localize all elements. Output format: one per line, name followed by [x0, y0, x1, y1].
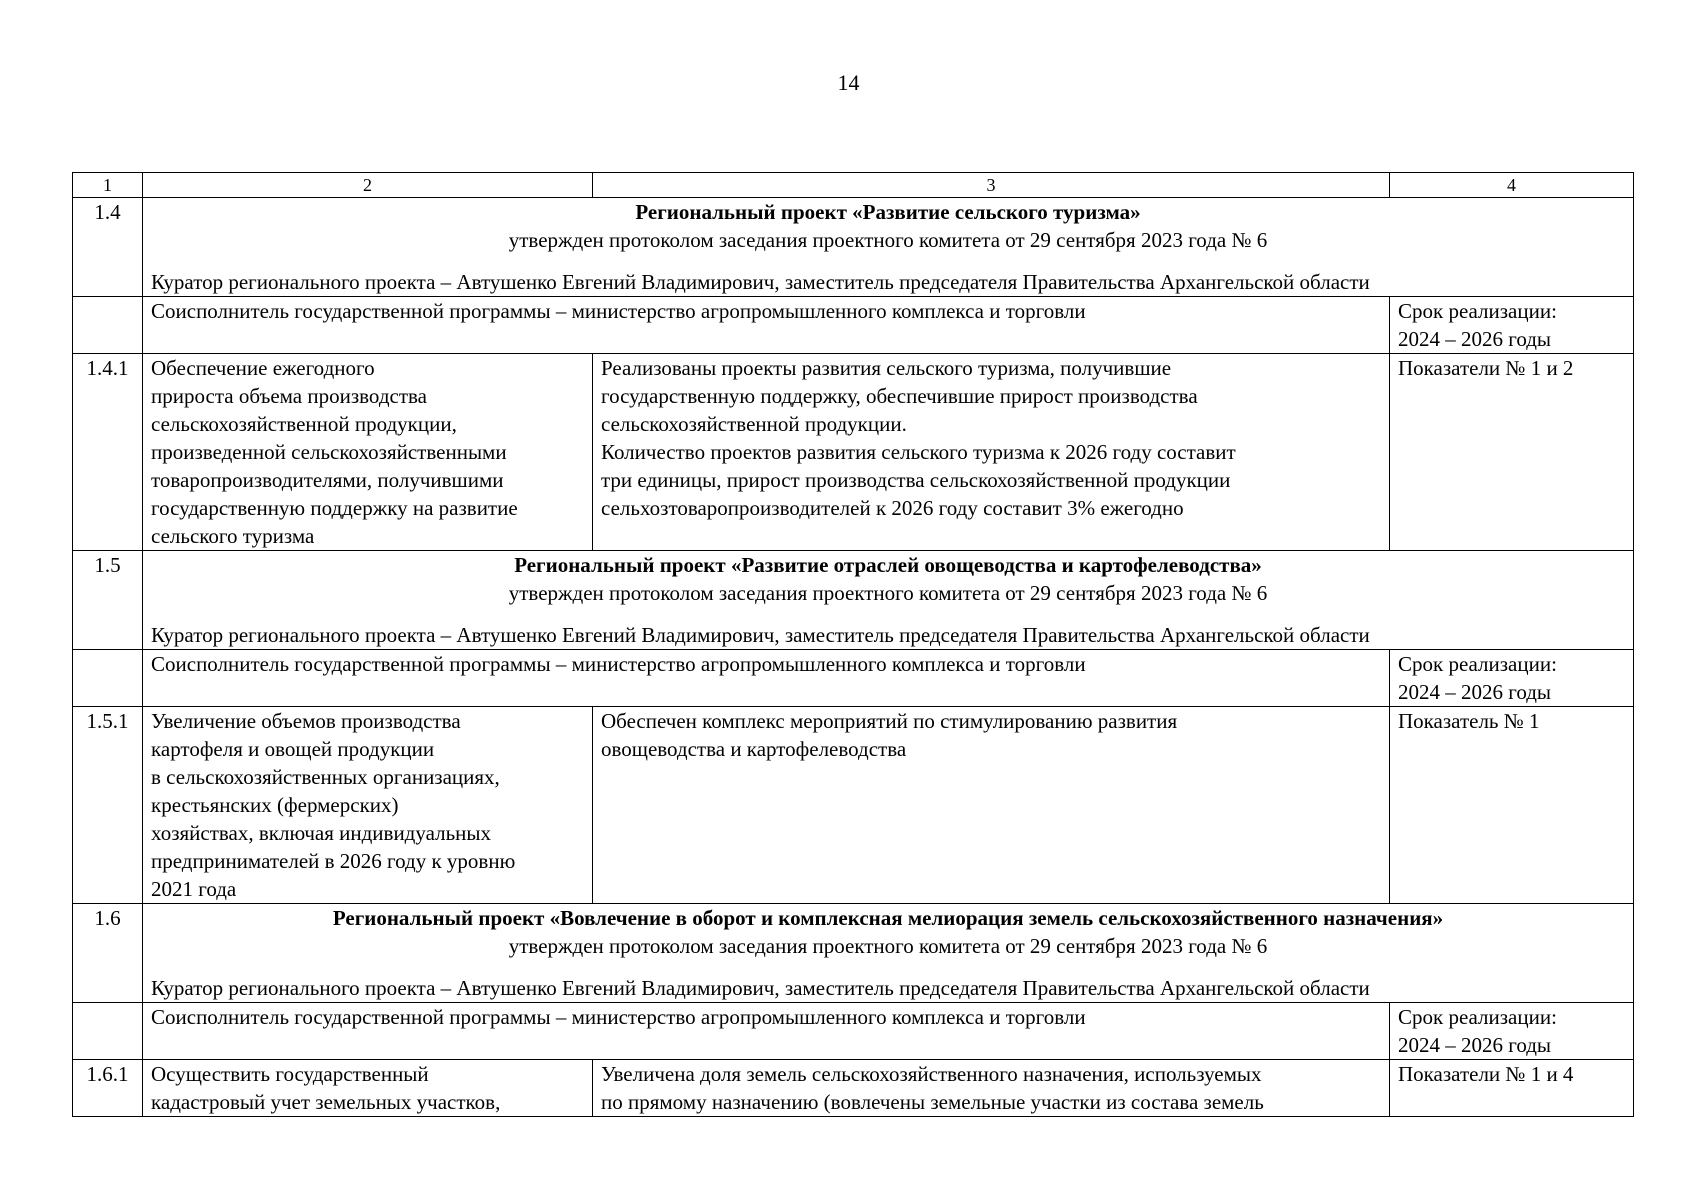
- project-title: Региональный проект «Вовлечение в оборот и комплексная мелиорация земель сельскохозяйственного назначения»: [332, 906, 1444, 930]
- result-line: Количество проектов развития сельского туризма к 2026 году составит: [601, 440, 1236, 464]
- project-approval: утвержден протоколом заседания проектного комитета от 29 сентября 2023 года № 6: [508, 934, 1268, 958]
- term-cell: [1390, 1003, 1634, 1060]
- project-curator: Куратор регионального проекта – Автушенко Евгений Владимирович, заместитель председателя Правительства Архангельской области: [151, 976, 1370, 1000]
- coexecutor-row: [73, 1003, 1634, 1060]
- task-line: кадастровый учет земельных участков,: [151, 1090, 501, 1114]
- task-number: 1.5.1: [73, 707, 143, 904]
- column-number: 3: [593, 173, 1390, 198]
- term-label: Срок реализации:: [1398, 299, 1557, 323]
- project-header: [143, 904, 1634, 1003]
- project-curator: Куратор регионального проекта – Автушенко Евгений Владимирович, заместитель председателя Правительства Архангельской области: [151, 623, 1370, 647]
- result-line: сельхозтоваропроизводителей к 2026 году составит 3% ежегодно: [601, 496, 1184, 520]
- empty-cell: [73, 297, 143, 354]
- task-line: Увеличение объемов производства: [151, 709, 461, 733]
- task-result: [593, 354, 1390, 551]
- project-header: [143, 198, 1634, 297]
- result-line: Реализованы проекты развития сельского туризма, получившие: [601, 356, 1172, 380]
- coexecutor: Соисполнитель государственной программы – министерство агропромышленного комплекса и торговли: [143, 297, 1390, 354]
- column-number: 4: [1390, 173, 1634, 198]
- result-line: Обеспечен комплекс мероприятий по стимулированию развития: [601, 709, 1178, 733]
- task-line: крестьянских (фермерских): [151, 793, 399, 817]
- project-header-row: [73, 551, 1634, 650]
- project-header-row: [73, 198, 1634, 297]
- task-description: [143, 707, 593, 904]
- result-line: государственную поддержку, обеспечившие прирост производства: [601, 384, 1198, 408]
- project-approval: утвержден протоколом заседания проектного комитета от 29 сентября 2023 года № 6: [508, 581, 1268, 605]
- result-line: сельскохозяйственной продукции.: [601, 412, 907, 436]
- empty-cell: [73, 1003, 143, 1060]
- term-value: 2024 – 2026 годы: [1398, 1033, 1552, 1057]
- task-row: [73, 354, 1634, 551]
- project-header-row: [73, 904, 1634, 1003]
- task-line: сельскохозяйственной продукции,: [151, 412, 457, 436]
- empty-cell: [73, 650, 143, 707]
- task-line: в сельскохозяйственных организациях,: [151, 765, 500, 789]
- result-line: три единицы, прирост производства сельскохозяйственной продукции: [601, 468, 1231, 492]
- project-number: 1.4: [73, 198, 143, 297]
- result-line: по прямому назначению (вовлечены земельные участки из состава земель: [601, 1090, 1264, 1114]
- task-line: хозяйствах, включая индивидуальных: [151, 821, 491, 845]
- project-header: [143, 551, 1634, 650]
- coexecutor-row: [73, 650, 1634, 707]
- task-line: сельского туризма: [151, 524, 315, 548]
- program-table: [72, 172, 1634, 1117]
- column-number: 1: [73, 173, 143, 198]
- task-line: Обеспечение ежегодного: [151, 356, 375, 380]
- project-curator: Куратор регионального проекта – Автушенко Евгений Владимирович, заместитель председателя Правительства Архангельской области: [151, 270, 1370, 294]
- task-result: [593, 707, 1390, 904]
- project-number: 1.5: [73, 551, 143, 650]
- task-row: [73, 707, 1634, 904]
- project-title: Региональный проект «Развитие сельского туризма»: [635, 200, 1141, 224]
- task-result: [593, 1060, 1390, 1117]
- term-label: Срок реализации:: [1398, 1005, 1557, 1029]
- result-line: овощеводства и картофелеводства: [601, 737, 907, 761]
- coexecutor: Соисполнитель государственной программы – министерство агропромышленного комплекса и торговли: [143, 1003, 1390, 1060]
- task-row: [73, 1060, 1634, 1117]
- task-line: Осуществить государственный: [151, 1062, 429, 1086]
- term-value: 2024 – 2026 годы: [1398, 327, 1552, 351]
- task-line: государственную поддержку на развитие: [151, 496, 518, 520]
- project-approval: утвержден протоколом заседания проектного комитета от 29 сентября 2023 года № 6: [508, 228, 1268, 252]
- project-number: 1.6: [73, 904, 143, 1003]
- result-line: Увеличена доля земель сельскохозяйственного назначения, используемых: [601, 1062, 1262, 1086]
- task-indicators: Показатели № 1 и 4: [1390, 1060, 1634, 1117]
- term-label: Срок реализации:: [1398, 652, 1557, 676]
- task-line: произведенной сельскохозяйственными: [151, 440, 507, 464]
- task-line: предпринимателей в 2026 году к уровню: [151, 849, 516, 873]
- term-value: 2024 – 2026 годы: [1398, 680, 1552, 704]
- coexecutor: Соисполнитель государственной программы – министерство агропромышленного комплекса и торговли: [143, 650, 1390, 707]
- task-indicators: Показатель № 1: [1390, 707, 1634, 904]
- task-number: 1.6.1: [73, 1060, 143, 1117]
- coexecutor-row: [73, 297, 1634, 354]
- task-line: 2021 года: [151, 877, 237, 901]
- task-description: [143, 354, 593, 551]
- task-number: 1.4.1: [73, 354, 143, 551]
- task-line: прироста объема производства: [151, 384, 427, 408]
- term-cell: [1390, 650, 1634, 707]
- column-number: 2: [143, 173, 593, 198]
- task-line: товаропроизводителями, получившими: [151, 468, 504, 492]
- task-indicators: Показатели № 1 и 2: [1390, 354, 1634, 551]
- task-description: [143, 1060, 593, 1117]
- column-number-row: [73, 173, 1634, 198]
- page-number: 14: [837, 70, 860, 95]
- task-line: картофеля и овощей продукции: [151, 737, 435, 761]
- term-cell: [1390, 297, 1634, 354]
- project-title: Региональный проект «Развитие отраслей овощеводства и картофелеводства»: [514, 553, 1262, 577]
